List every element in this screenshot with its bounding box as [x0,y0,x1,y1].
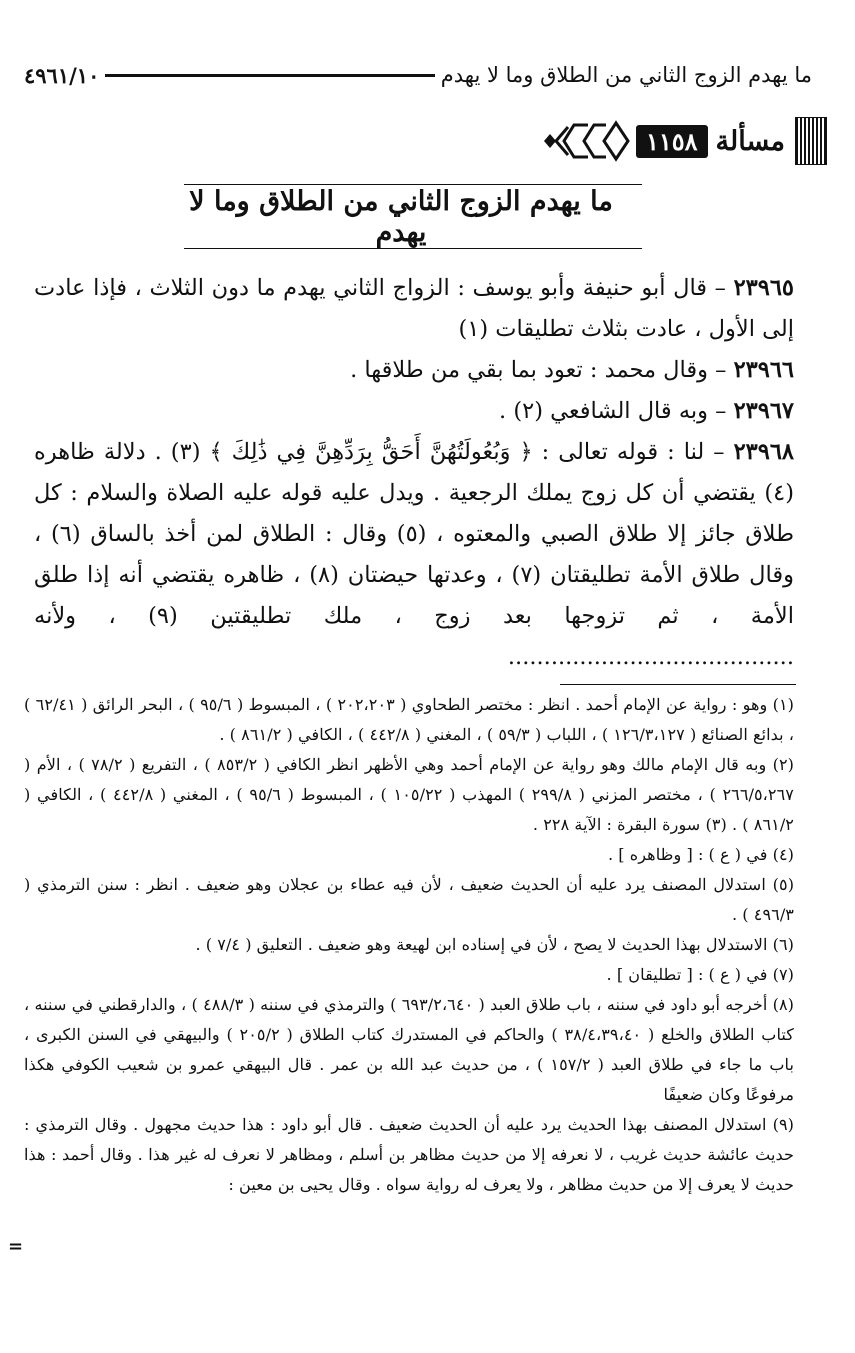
paragraph-end: . [499,398,514,424]
footnotes [24,690,794,1200]
banner-bars-decoration [795,117,827,165]
issue-banner [505,115,827,167]
footnote-separator [560,684,796,685]
paragraph-text: – وقال محمد : تعود بما بقي من طلاقها . [350,357,734,383]
header-rule [105,74,434,77]
title-rule-top [184,184,642,185]
paragraph-23967 [34,391,794,432]
body-text [34,268,794,678]
paragraph-23965 [34,268,794,350]
ornament-icon [544,119,630,163]
footnote-ref: (٢) [513,398,543,424]
footnote: (١) وهو : رواية عن الإمام أحمد . انظر : مختصر الطحاوي ( ٢٠٢،٢٠٣ ) ، المبسوط ( ٩٥/٦ ) ، البحر الرائق ( ٦٢/٤١ ) ، بدائع الصنائع ( ١٢٦/٣،١٢٧ ) ، اللباب ( ٥٩/٣ ) ، المغني ( ٤٤٢/٨ ) ، الكافي ( ٨٦١/٢ ) . [24,695,794,744]
issue-number: ١١٥٨ [636,125,708,158]
paragraph-text: – قال أبو حنيفة وأبو يوسف : الزواج الثاني يهدم ما دون الثلاث ، فإذا عادت إلى الأول ، عادت بثلاث تطليقات [34,275,794,342]
paragraph-text: – لنا : قوله تعالى : ﴿ وَبُعُولَتُهُنَّ أَحَقُّ بِرَدِّهِنَّ فِي ذَٰلِكَ ﴾ (٣) . دلالة ظاهره (٤) يقتضي أن كل زوج يملك الرجعية . ويدل عليه قوله عليه الصلاة والسلام : كل طلاق جائز إلا طلاق الصبي والمعتوه ، (٥) وقال : الطلاق لمن أخذ بالساق (٦) ، وقال طلاق الأمة تطليقتان (٧) ، وعدتها حيضتان (٨) ، ظاهره يقتضي أنه إذا طلق الأمة ، ثم تزوجها بعد زوج ، ملك تطليقتين (٩) ، ولأنه ........................................ [34,439,794,670]
footnote: (٦) الاستدلال بهذا الحديث لا يصح ، لأن في إسناده ابن لهيعة وهو ضعيف . التعليق ( ٧/٤ ) . [195,935,794,954]
title-rule-bottom [184,248,642,249]
paragraph-23968 [34,432,794,678]
chapter-title: ما يهدم الزوج الثاني من الطلاق وما لا يهدم [189,186,613,248]
footnote: (٧) في ( ع ) : [ تطليقان ] . [606,965,794,984]
paragraph-number: ٢٣٩٦٨ [733,439,794,465]
footnote: (٥) استدلال المصنف يرد عليه أن الحديث ضعيف ، لأن فيه عطاء بن عجلان وهو ضعيف . انظر : سنن الترمذي ( ٤٩٦/٣ ) . [24,875,795,924]
volume-page-number: ٤٩٦١/١٠ [24,62,100,88]
running-title: ما يهدم الزوج الثاني من الطلاق وما لا يهدم [440,63,812,87]
footnote-ref: (١) [458,316,489,342]
footnote: (٨) أخرجه أبو داود في سننه ، باب طلاق العبد ( ٦٩٣/٢،٦٤٠ ) والترمذي في سننه ( ٤٨٨/٣ ) ، والدارقطني في سننه ، كتاب الطلاق والخلع ( ٣٨/٤،٣٩،٤٠ ) والحاكم في المستدرك كتاب الطلاق ( ٢٠٥/٢ ) والبيهقي في السنن الكبرى ، باب ما جاء في طلاق العبد ( ١٥٧/٢ ) ، من حديث عبد الله بن عمر . قال البيهقي عمرو بن شعيب الكوفي هكذا مرفوعًا وكان ضعيفًا [24,995,794,1104]
running-header [24,58,812,92]
footnote: (٩) استدلال المصنف بهذا الحديث يرد عليه أن الحديث ضعيف . قال أبو داود : هذا حديث مجهول . وقال الترمذي : حديث عائشة حديث غريب ، لا نعرفه إلا من حديث مظاهر بن أسلم ، ومظاهر لا نعرف له غير هذا . وقال أحمد : هذا حديث لا يعرف إلا من حديث مظاهر ، ولا يعرف له رواية سواه . وقال يحيى بن معين : [24,1115,794,1194]
footnote: (٢) وبه قال الإمام مالك وهو رواية عن الإمام أحمد وهي الأظهر انظر الكافي ( ٨٥٣/٢ ) ، التفريع ( ٧٨/٢ ) ، الأم ( ٢٦٦/٥،٢٦٧ ) ، مختصر المزني ( ٢٩٩/٨ ) المهذب ( ١٠٥/٢٢ ) ، المبسوط ( ٩٥/٦ ) ، المغني ( ٤٤٢/٨ ) ، الكافي ( ٨٦١/٢ ) . (٣) سورة البقرة : الآية ٢٢٨ . [24,755,794,834]
paragraph-number: ٢٣٩٦٧ [733,398,794,424]
continuation-mark: = [8,1236,24,1257]
paragraph-number: ٢٣٩٦٥ [733,275,794,301]
paragraph-23966 [34,350,794,391]
footnote: (٤) في ( ع ) : [ وظاهره ] . [608,845,794,864]
paragraph-number: ٢٣٩٦٦ [733,357,794,383]
issue-label: مسألة [715,125,785,157]
paragraph-text: – وبه قال الشافعي [543,398,734,424]
